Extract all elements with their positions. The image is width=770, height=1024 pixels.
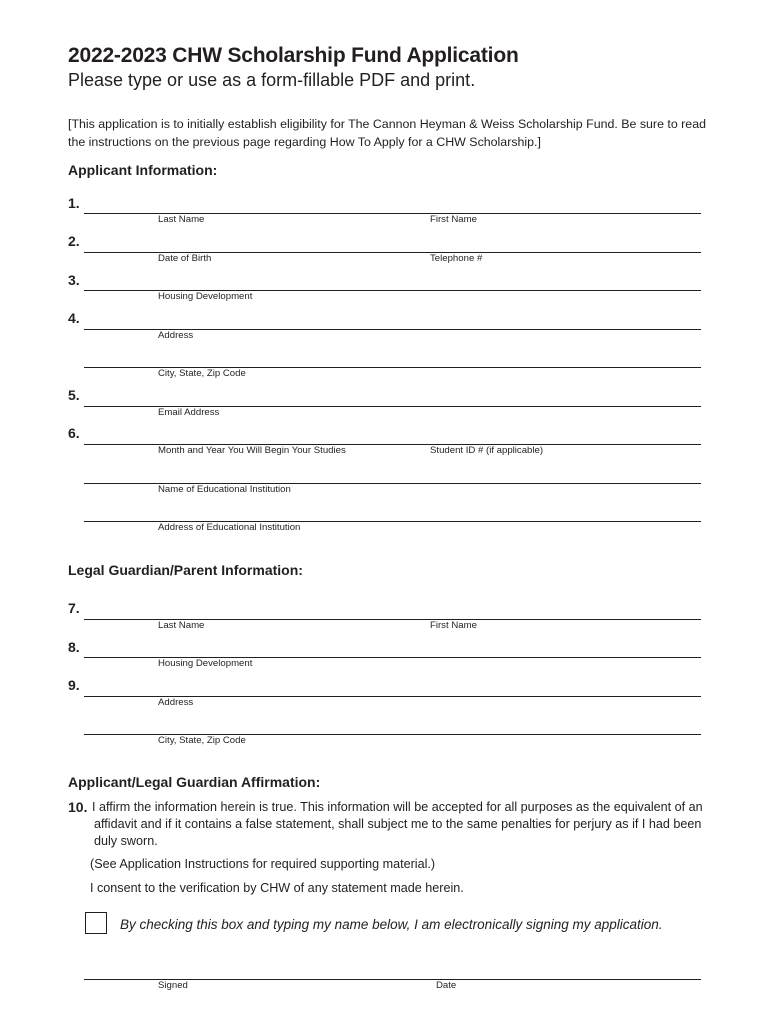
field-number: 3.: [68, 272, 80, 288]
address-label: Address: [158, 330, 194, 341]
city-state-zip-label: City, State, Zip Code: [158, 368, 246, 379]
esign-checkbox[interactable]: [85, 912, 107, 934]
guardian-city-label: City, State, Zip Code: [158, 735, 246, 746]
guardian-section-heading: Legal Guardian/Parent Information:: [68, 562, 303, 578]
field-number: 7.: [68, 600, 80, 616]
supporting-material-note: (See Application Instructions for required supporting material.): [90, 857, 436, 871]
affirmation-section-heading: Applicant/Legal Guardian Affirmation:: [68, 774, 321, 790]
housing-development-label: Housing Development: [158, 291, 253, 302]
month-year-label: Month and Year You Will Begin Your Studies: [158, 445, 346, 456]
field-number: 1.: [68, 195, 80, 211]
last-name-label: Last Name: [158, 214, 205, 225]
guardian-first-name-label: First Name: [430, 620, 477, 631]
guardian-housing-label: Housing Development: [158, 658, 253, 669]
form-subtitle: Please type or use as a form-fillable PDF and print.: [68, 70, 476, 90]
consent-statement: I consent to the verification by CHW of any statement made herein.: [90, 881, 464, 895]
field-number: 8.: [68, 639, 80, 655]
form-title: 2022-2023 CHW Scholarship Fund Application: [68, 44, 519, 67]
affirmation-statement: I affirm the information herein is true. This information will be accepted for all purposes as the equivalent of an affidavit and if it contains a false statement, shall subject me to the same penalties for perjury as if I had been duly sworn.: [92, 800, 703, 848]
field-number: 9.: [68, 677, 80, 693]
date-label: Date: [436, 980, 457, 991]
first-name-label: First Name: [430, 214, 477, 225]
guardian-last-name-label: Last Name: [158, 620, 205, 631]
guardian-address-label: Address: [158, 697, 194, 708]
institution-name-label: Name of Educational Institution: [158, 484, 291, 495]
email-label: Email Address: [158, 407, 220, 418]
field-number: 6.: [68, 425, 80, 441]
field-number: 5.: [68, 387, 80, 403]
field-number: 2.: [68, 233, 80, 249]
applicant-section-heading: Applicant Information:: [68, 162, 218, 178]
telephone-label: Telephone #: [430, 253, 483, 264]
intro-text: [This application is to initially establish eligibility for The Cannon Heyman & Weiss Scholarship Fund. Be sure to read the instructions on the previous page regarding How To Apply for a CHW Scholarship.]: [68, 117, 706, 149]
student-id-label: Student ID # (if applicable): [430, 445, 544, 456]
field-number: 4.: [68, 310, 80, 326]
esign-statement: By checking this box and typing my name below, I am electronically signing my application.: [120, 917, 663, 932]
field-number: 10.: [68, 799, 88, 815]
signed-label: Signed: [158, 980, 188, 991]
dob-label: Date of Birth: [158, 253, 212, 264]
institution-address-label: Address of Educational Institution: [158, 522, 301, 533]
